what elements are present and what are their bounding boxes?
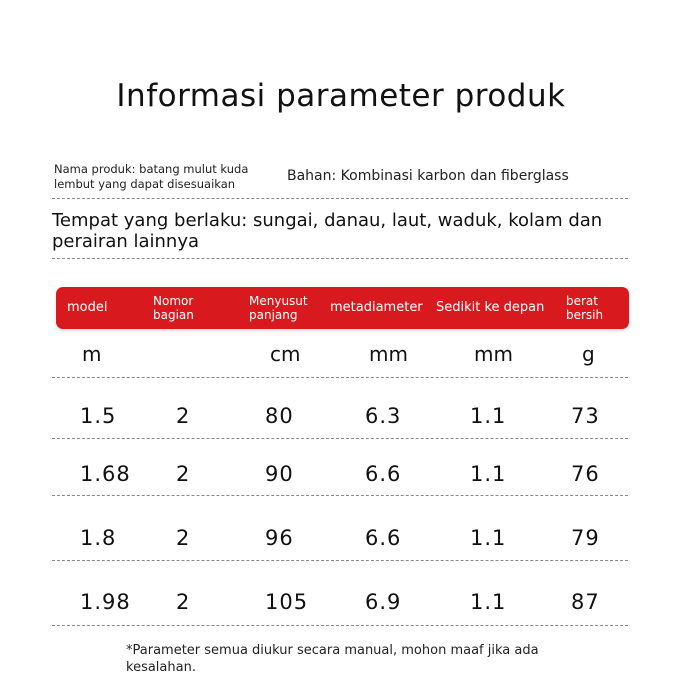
divider [52,560,628,561]
table-header [56,287,629,329]
header-section-count: Nomor bagian [153,294,194,322]
unit-diameter: mm [369,342,408,366]
cell-length: 96 [265,526,294,550]
unit-length: cm [270,342,301,366]
unit-tip: mm [474,342,513,366]
cell-weight: 76 [571,462,600,486]
divider [52,258,628,259]
cell-model: 1.98 [80,590,131,614]
divider [52,438,628,439]
header-tip-diameter: Sedikit ke depan [436,300,545,315]
cell-diameter: 6.6 [365,526,402,550]
divider [52,377,628,378]
cell-weight: 79 [571,526,600,550]
cell-weight: 73 [571,404,600,428]
cell-length: 105 [265,590,309,614]
cell-sections: 2 [176,526,191,550]
applicable-places: Tempat yang berlaku: sungai, danau, laut, waduk, kolam dan perairan lainnya [52,210,603,252]
material-info: Bahan: Kombinasi karbon dan fiberglass [287,168,569,184]
disclaimer-note: *Parameter semua diukur secara manual, mohon maaf jika ada kesalahan. [126,643,539,675]
cell-model: 1.8 [80,526,117,550]
product-name: Nama produk: batang mulut kuda lembut yang dapat disesuaikan [54,162,249,191]
cell-tip: 1.1 [470,526,507,550]
cell-length: 90 [265,462,294,486]
cell-weight: 87 [571,590,600,614]
divider [52,198,628,199]
header-model: model [67,300,108,315]
unit-model: m [82,342,102,366]
divider [52,625,628,626]
cell-length: 80 [265,404,294,428]
cell-tip: 1.1 [470,462,507,486]
cell-model: 1.5 [80,404,117,428]
cell-diameter: 6.6 [365,462,402,486]
unit-weight: g [582,342,595,366]
cell-diameter: 6.3 [365,404,402,428]
cell-model: 1.68 [80,462,131,486]
header-diameter: metadiameter [330,300,423,315]
divider [52,495,628,496]
cell-sections: 2 [176,462,191,486]
cell-sections: 2 [176,404,191,428]
cell-tip: 1.1 [470,590,507,614]
cell-diameter: 6.9 [365,590,402,614]
header-net-weight: berat bersih [566,294,604,322]
cell-sections: 2 [176,590,191,614]
header-collapsed-length: Menyusut panjang [249,294,308,322]
cell-tip: 1.1 [470,404,507,428]
page-title: Informasi parameter produk [116,78,566,114]
